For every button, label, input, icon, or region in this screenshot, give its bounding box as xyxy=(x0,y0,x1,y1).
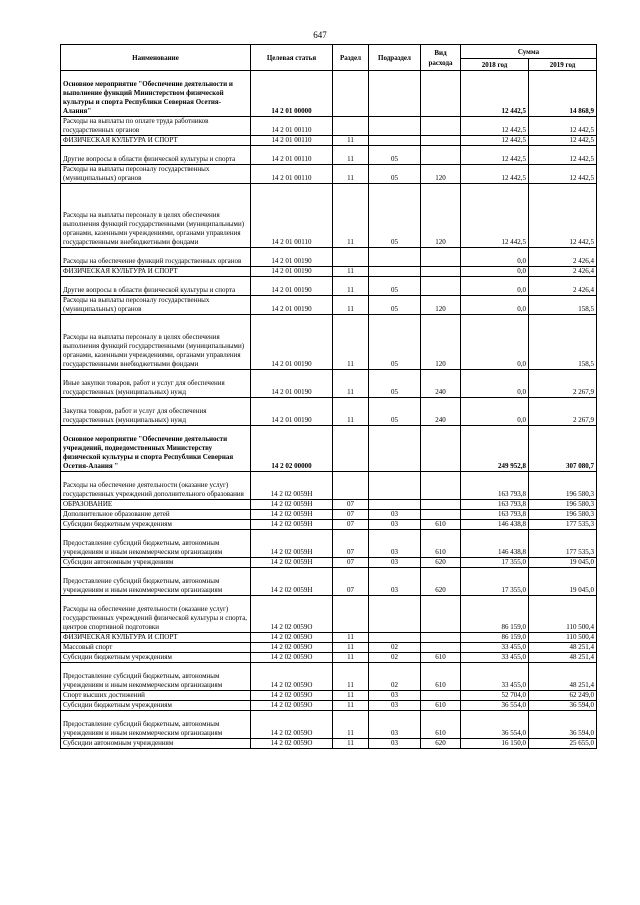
cell-subsection xyxy=(369,633,421,643)
cell-target: 14 2 01 00110 xyxy=(251,146,333,165)
cell-name: Расходы на обеспечение функций государственных органов xyxy=(61,248,251,267)
cell-section: 11 xyxy=(333,653,369,663)
cell-sum-2019: 2 267,9 xyxy=(529,370,597,398)
cell-subsection: 03 xyxy=(369,739,421,749)
cell-sum-2018: 86 159,0 xyxy=(461,633,529,643)
table-row xyxy=(61,633,597,643)
cell-sum-2019: 19 045,0 xyxy=(529,558,597,568)
cell-section: 11 xyxy=(333,398,369,426)
cell-sum-2018: 0,0 xyxy=(461,370,529,398)
cell-section: 11 xyxy=(333,643,369,653)
table-row xyxy=(61,146,597,165)
table-row xyxy=(61,71,597,117)
table-row xyxy=(61,691,597,701)
table-row xyxy=(61,653,597,663)
cell-subsection: 03 xyxy=(369,691,421,701)
cell-expense-type xyxy=(421,596,461,633)
cell-subsection xyxy=(369,117,421,136)
cell-section: 11 xyxy=(333,370,369,398)
cell-target: 14 2 02 0059О xyxy=(251,663,333,691)
cell-sum-2019: 48 251,4 xyxy=(529,653,597,663)
cell-sum-2018: 12 442,5 xyxy=(461,184,529,248)
cell-sum-2019: 12 442,5 xyxy=(529,184,597,248)
cell-target: 14 2 02 0059Н xyxy=(251,510,333,520)
cell-name: Массовый спорт xyxy=(61,643,251,653)
header-year-2019: 2019 год xyxy=(529,59,597,71)
cell-target: 14 2 01 00190 xyxy=(251,277,333,296)
cell-section: 11 xyxy=(333,136,369,146)
cell-subsection xyxy=(369,267,421,277)
cell-expense-type xyxy=(421,472,461,500)
cell-sum-2019: 2 267,9 xyxy=(529,398,597,426)
cell-name: Расходы на выплаты по оплате труда работников государственных органов xyxy=(61,117,251,136)
cell-section xyxy=(333,117,369,136)
cell-sum-2018: 33 455,0 xyxy=(461,643,529,653)
table-row xyxy=(61,500,597,510)
cell-name: ФИЗИЧЕСКАЯ КУЛЬТУРА И СПОРТ xyxy=(61,633,251,643)
header-year-2018: 2018 год xyxy=(461,59,529,71)
cell-expense-type: 610 xyxy=(421,530,461,558)
cell-sum-2019: 110 500,4 xyxy=(529,596,597,633)
cell-target: 14 2 01 00000 xyxy=(251,71,333,117)
cell-name: Расходы на выплаты персоналу государственных (муниципальных) органов xyxy=(61,165,251,184)
cell-name: Расходы на обеспечение деятельности (оказание услуг) государственных учреждений физической культуры и спорта, центров спортивной подготовки xyxy=(61,596,251,633)
cell-section xyxy=(333,71,369,117)
table-row xyxy=(61,711,597,739)
cell-target: 14 2 02 0059О xyxy=(251,739,333,749)
cell-sum-2018: 17 355,0 xyxy=(461,558,529,568)
cell-expense-type xyxy=(421,71,461,117)
cell-sum-2018: 33 455,0 xyxy=(461,663,529,691)
cell-sum-2018: 12 442,5 xyxy=(461,165,529,184)
cell-target: 14 2 01 00190 xyxy=(251,370,333,398)
cell-subsection: 03 xyxy=(369,568,421,596)
cell-subsection xyxy=(369,472,421,500)
cell-sum-2019: 12 442,5 xyxy=(529,117,597,136)
table-row xyxy=(61,296,597,315)
cell-sum-2018: 146 438,8 xyxy=(461,520,529,530)
cell-name: Предоставление субсидий бюджетным, автономным учреждениям и иным некоммерческим организациям xyxy=(61,663,251,691)
cell-sum-2018: 0,0 xyxy=(461,398,529,426)
cell-name: Субсидии автономным учреждениям xyxy=(61,739,251,749)
cell-subsection: 05 xyxy=(369,296,421,315)
cell-target: 14 2 02 00000 xyxy=(251,426,333,472)
cell-target: 14 2 01 00190 xyxy=(251,398,333,426)
cell-sum-2018: 12 442,5 xyxy=(461,136,529,146)
cell-target: 14 2 01 00110 xyxy=(251,165,333,184)
cell-subsection: 03 xyxy=(369,558,421,568)
table-row xyxy=(61,510,597,520)
header-name: Наименование xyxy=(61,45,251,71)
cell-expense-type: 620 xyxy=(421,558,461,568)
cell-section: 11 xyxy=(333,296,369,315)
cell-section xyxy=(333,426,369,472)
cell-target: 14 2 02 0059О xyxy=(251,596,333,633)
cell-sum-2019: 307 080,7 xyxy=(529,426,597,472)
cell-section: 07 xyxy=(333,568,369,596)
cell-target: 14 2 01 00190 xyxy=(251,267,333,277)
table-row xyxy=(61,136,597,146)
cell-sum-2019: 196 580,3 xyxy=(529,510,597,520)
cell-subsection: 05 xyxy=(369,370,421,398)
table-row xyxy=(61,315,597,370)
cell-name: Дополнительное образование детей xyxy=(61,510,251,520)
cell-target: 14 2 01 00110 xyxy=(251,184,333,248)
cell-subsection xyxy=(369,248,421,267)
table-row xyxy=(61,117,597,136)
cell-name: Спорт высших достижений xyxy=(61,691,251,701)
cell-expense-type xyxy=(421,426,461,472)
cell-expense-type: 240 xyxy=(421,398,461,426)
cell-target: 14 2 01 00190 xyxy=(251,248,333,267)
cell-subsection: 03 xyxy=(369,701,421,711)
cell-sum-2018: 33 455,0 xyxy=(461,653,529,663)
table-row xyxy=(61,739,597,749)
table-row xyxy=(61,663,597,691)
cell-sum-2018: 0,0 xyxy=(461,267,529,277)
cell-sum-2019: 12 442,5 xyxy=(529,136,597,146)
cell-expense-type xyxy=(421,117,461,136)
cell-target: 14 2 02 0059Н xyxy=(251,530,333,558)
cell-sum-2019: 48 251,4 xyxy=(529,663,597,691)
cell-name: ОБРАЗОВАНИЕ xyxy=(61,500,251,510)
cell-name: Другие вопросы в области физической культуры и спорта xyxy=(61,146,251,165)
cell-name: ФИЗИЧЕСКАЯ КУЛЬТУРА И СПОРТ xyxy=(61,136,251,146)
cell-sum-2018: 0,0 xyxy=(461,296,529,315)
cell-subsection xyxy=(369,136,421,146)
cell-subsection xyxy=(369,500,421,510)
cell-sum-2018: 36 554,0 xyxy=(461,711,529,739)
cell-expense-type: 120 xyxy=(421,184,461,248)
cell-expense-type: 240 xyxy=(421,370,461,398)
cell-subsection: 05 xyxy=(369,277,421,296)
cell-name: Расходы на выплаты персоналу в целях обеспечения выполнения функций государственными (муниципальными) органами, казенными учреждениями, органами управления государственными внебюджетными фондами xyxy=(61,315,251,370)
table-header xyxy=(61,45,597,71)
table-row xyxy=(61,426,597,472)
cell-expense-type xyxy=(421,136,461,146)
cell-name: ФИЗИЧЕСКАЯ КУЛЬТУРА И СПОРТ xyxy=(61,267,251,277)
cell-subsection: 05 xyxy=(369,315,421,370)
cell-sum-2018: 0,0 xyxy=(461,277,529,296)
cell-section: 11 xyxy=(333,711,369,739)
cell-sum-2019: 2 426,4 xyxy=(529,267,597,277)
cell-name: Субсидии бюджетным учреждениям xyxy=(61,653,251,663)
cell-sum-2018: 0,0 xyxy=(461,315,529,370)
cell-sum-2019: 2 426,4 xyxy=(529,277,597,296)
header-sum: Сумма xyxy=(461,45,597,59)
cell-expense-type xyxy=(421,248,461,267)
table-row xyxy=(61,530,597,558)
header-section: Раздел xyxy=(333,45,369,71)
table-row xyxy=(61,596,597,633)
cell-sum-2019: 12 442,5 xyxy=(529,146,597,165)
header-target: Целевая статья xyxy=(251,45,333,71)
cell-subsection: 05 xyxy=(369,165,421,184)
cell-name: Расходы на выплаты персоналу в целях обеспечения выполнения функций государственными (муниципальными) органами, казенными учреждениями, органами управления государственными внебюджетными фондами xyxy=(61,184,251,248)
cell-expense-type xyxy=(421,500,461,510)
cell-expense-type: 610 xyxy=(421,520,461,530)
cell-sum-2018: 12 442,5 xyxy=(461,71,529,117)
cell-sum-2019: 196 580,3 xyxy=(529,500,597,510)
table-row xyxy=(61,267,597,277)
cell-sum-2018: 146 438,8 xyxy=(461,530,529,558)
cell-expense-type: 610 xyxy=(421,653,461,663)
cell-name: Расходы на обеспечение деятельности (оказание услуг) государственных учреждений дополнительного образования xyxy=(61,472,251,500)
cell-target: 14 2 01 00110 xyxy=(251,117,333,136)
cell-section: 11 xyxy=(333,267,369,277)
cell-section: 11 xyxy=(333,315,369,370)
cell-sum-2019: 158,5 xyxy=(529,296,597,315)
cell-sum-2018: 163 793,8 xyxy=(461,500,529,510)
cell-section: 07 xyxy=(333,500,369,510)
cell-sum-2019: 19 045,0 xyxy=(529,568,597,596)
table-row xyxy=(61,472,597,500)
cell-target: 14 2 01 00110 xyxy=(251,136,333,146)
cell-sum-2019: 110 500,4 xyxy=(529,633,597,643)
cell-section: 11 xyxy=(333,146,369,165)
cell-name: Субсидии автономным учреждениям xyxy=(61,558,251,568)
budget-table xyxy=(60,44,597,749)
cell-expense-type: 120 xyxy=(421,315,461,370)
cell-expense-type xyxy=(421,146,461,165)
cell-expense-type: 610 xyxy=(421,701,461,711)
cell-subsection: 02 xyxy=(369,653,421,663)
cell-section: 11 xyxy=(333,701,369,711)
cell-sum-2019: 48 251,4 xyxy=(529,643,597,653)
cell-sum-2018: 249 952,8 xyxy=(461,426,529,472)
cell-sum-2019: 36 594,0 xyxy=(529,711,597,739)
cell-sum-2018: 86 159,0 xyxy=(461,596,529,633)
cell-expense-type: 120 xyxy=(421,165,461,184)
cell-expense-type xyxy=(421,510,461,520)
cell-section: 11 xyxy=(333,739,369,749)
cell-sum-2019: 158,5 xyxy=(529,315,597,370)
cell-section xyxy=(333,472,369,500)
table-body xyxy=(61,71,597,749)
cell-sum-2019: 2 426,4 xyxy=(529,248,597,267)
cell-sum-2019: 196 580,3 xyxy=(529,472,597,500)
header-subsection: Подраздел xyxy=(369,45,421,71)
cell-sum-2018: 163 793,8 xyxy=(461,472,529,500)
table-row xyxy=(61,398,597,426)
cell-section: 07 xyxy=(333,510,369,520)
cell-subsection xyxy=(369,426,421,472)
cell-sum-2019: 12 442,5 xyxy=(529,165,597,184)
cell-expense-type: 610 xyxy=(421,711,461,739)
cell-expense-type: 610 xyxy=(421,663,461,691)
cell-subsection: 05 xyxy=(369,398,421,426)
cell-name: Иные закупки товаров, работ и услуг для обеспечения государственных (муниципальных) нужд xyxy=(61,370,251,398)
cell-expense-type xyxy=(421,643,461,653)
cell-subsection xyxy=(369,71,421,117)
cell-target: 14 2 02 0059О xyxy=(251,711,333,739)
cell-expense-type xyxy=(421,267,461,277)
cell-subsection: 03 xyxy=(369,530,421,558)
cell-section: 11 xyxy=(333,633,369,643)
cell-target: 14 2 01 00190 xyxy=(251,315,333,370)
table-row xyxy=(61,184,597,248)
cell-sum-2018: 12 442,5 xyxy=(461,146,529,165)
cell-name: Расходы на выплаты персоналу государственных (муниципальных) органов xyxy=(61,296,251,315)
table-row xyxy=(61,370,597,398)
table-row xyxy=(61,568,597,596)
cell-sum-2018: 36 554,0 xyxy=(461,701,529,711)
cell-section: 11 xyxy=(333,184,369,248)
cell-target: 14 2 02 0059Н xyxy=(251,520,333,530)
cell-section xyxy=(333,248,369,267)
cell-expense-type xyxy=(421,277,461,296)
cell-name: Субсидии бюджетным учреждениям xyxy=(61,520,251,530)
cell-sum-2019: 62 249,0 xyxy=(529,691,597,701)
cell-section: 07 xyxy=(333,558,369,568)
cell-subsection: 02 xyxy=(369,643,421,653)
table-row xyxy=(61,558,597,568)
cell-subsection: 03 xyxy=(369,711,421,739)
table-row xyxy=(61,520,597,530)
cell-subsection xyxy=(369,596,421,633)
cell-name: Субсидии бюджетным учреждениям xyxy=(61,701,251,711)
cell-target: 14 2 02 0059О xyxy=(251,701,333,711)
cell-name: Закупка товаров, работ и услуг для обеспечения государственных (муниципальных) нужд xyxy=(61,398,251,426)
cell-sum-2019: 25 655,0 xyxy=(529,739,597,749)
cell-section xyxy=(333,596,369,633)
table-row xyxy=(61,701,597,711)
cell-section: 11 xyxy=(333,165,369,184)
cell-target: 14 2 01 00190 xyxy=(251,296,333,315)
table-row xyxy=(61,165,597,184)
cell-sum-2018: 163 793,8 xyxy=(461,510,529,520)
cell-name: Другие вопросы в области физической культуры и спорта xyxy=(61,277,251,296)
cell-name: Предоставление субсидий бюджетным, автономным учреждениям и иным некоммерческим организациям xyxy=(61,568,251,596)
cell-name: Основное мероприятие "Обеспечение деятельности учреждений, подведомственных Министерству физической культуры и спорта Республики Северная Осетия-Алания " xyxy=(61,426,251,472)
table-row xyxy=(61,248,597,267)
cell-sum-2019: 36 594,0 xyxy=(529,701,597,711)
cell-target: 14 2 02 0059Н xyxy=(251,558,333,568)
cell-sum-2018: 52 704,0 xyxy=(461,691,529,701)
cell-sum-2018: 0,0 xyxy=(461,248,529,267)
cell-target: 14 2 02 0059Н xyxy=(251,500,333,510)
cell-subsection: 05 xyxy=(369,184,421,248)
cell-subsection: 02 xyxy=(369,663,421,691)
cell-target: 14 2 02 0059О xyxy=(251,653,333,663)
cell-name: Основное мероприятие "Обеспечение деятельности и выполнение функций Министерством физической культуры и спорта Республики Северная Осетия-Алания" xyxy=(61,71,251,117)
cell-sum-2018: 12 442,5 xyxy=(461,117,529,136)
cell-subsection: 03 xyxy=(369,520,421,530)
cell-subsection: 05 xyxy=(369,146,421,165)
cell-sum-2019: 177 535,3 xyxy=(529,520,597,530)
cell-name: Предоставление субсидий бюджетным, автономным учреждениям и иным некоммерческим организациям xyxy=(61,530,251,558)
cell-section: 11 xyxy=(333,691,369,701)
page-number: 647 xyxy=(313,30,327,40)
cell-section: 11 xyxy=(333,277,369,296)
cell-expense-type: 120 xyxy=(421,296,461,315)
cell-target: 14 2 02 0059О xyxy=(251,691,333,701)
cell-name: Предоставление субсидий бюджетным, автономным учреждениям и иным некоммерческим организациям xyxy=(61,711,251,739)
cell-expense-type xyxy=(421,633,461,643)
cell-target: 14 2 02 0059Н xyxy=(251,568,333,596)
cell-section: 07 xyxy=(333,520,369,530)
cell-target: 14 2 02 0059О xyxy=(251,643,333,653)
cell-target: 14 2 02 0059О xyxy=(251,633,333,643)
cell-sum-2019: 14 868,9 xyxy=(529,71,597,117)
cell-subsection: 03 xyxy=(369,510,421,520)
cell-expense-type: 620 xyxy=(421,739,461,749)
cell-sum-2018: 17 355,0 xyxy=(461,568,529,596)
cell-expense-type: 620 xyxy=(421,568,461,596)
cell-expense-type xyxy=(421,691,461,701)
cell-target: 14 2 02 0059Н xyxy=(251,472,333,500)
cell-sum-2019: 177 535,3 xyxy=(529,530,597,558)
cell-sum-2018: 16 150,0 xyxy=(461,739,529,749)
header-expense-type: Вид расхода xyxy=(421,45,461,71)
cell-section: 07 xyxy=(333,530,369,558)
cell-section: 11 xyxy=(333,663,369,691)
table-row xyxy=(61,277,597,296)
table-row xyxy=(61,643,597,653)
